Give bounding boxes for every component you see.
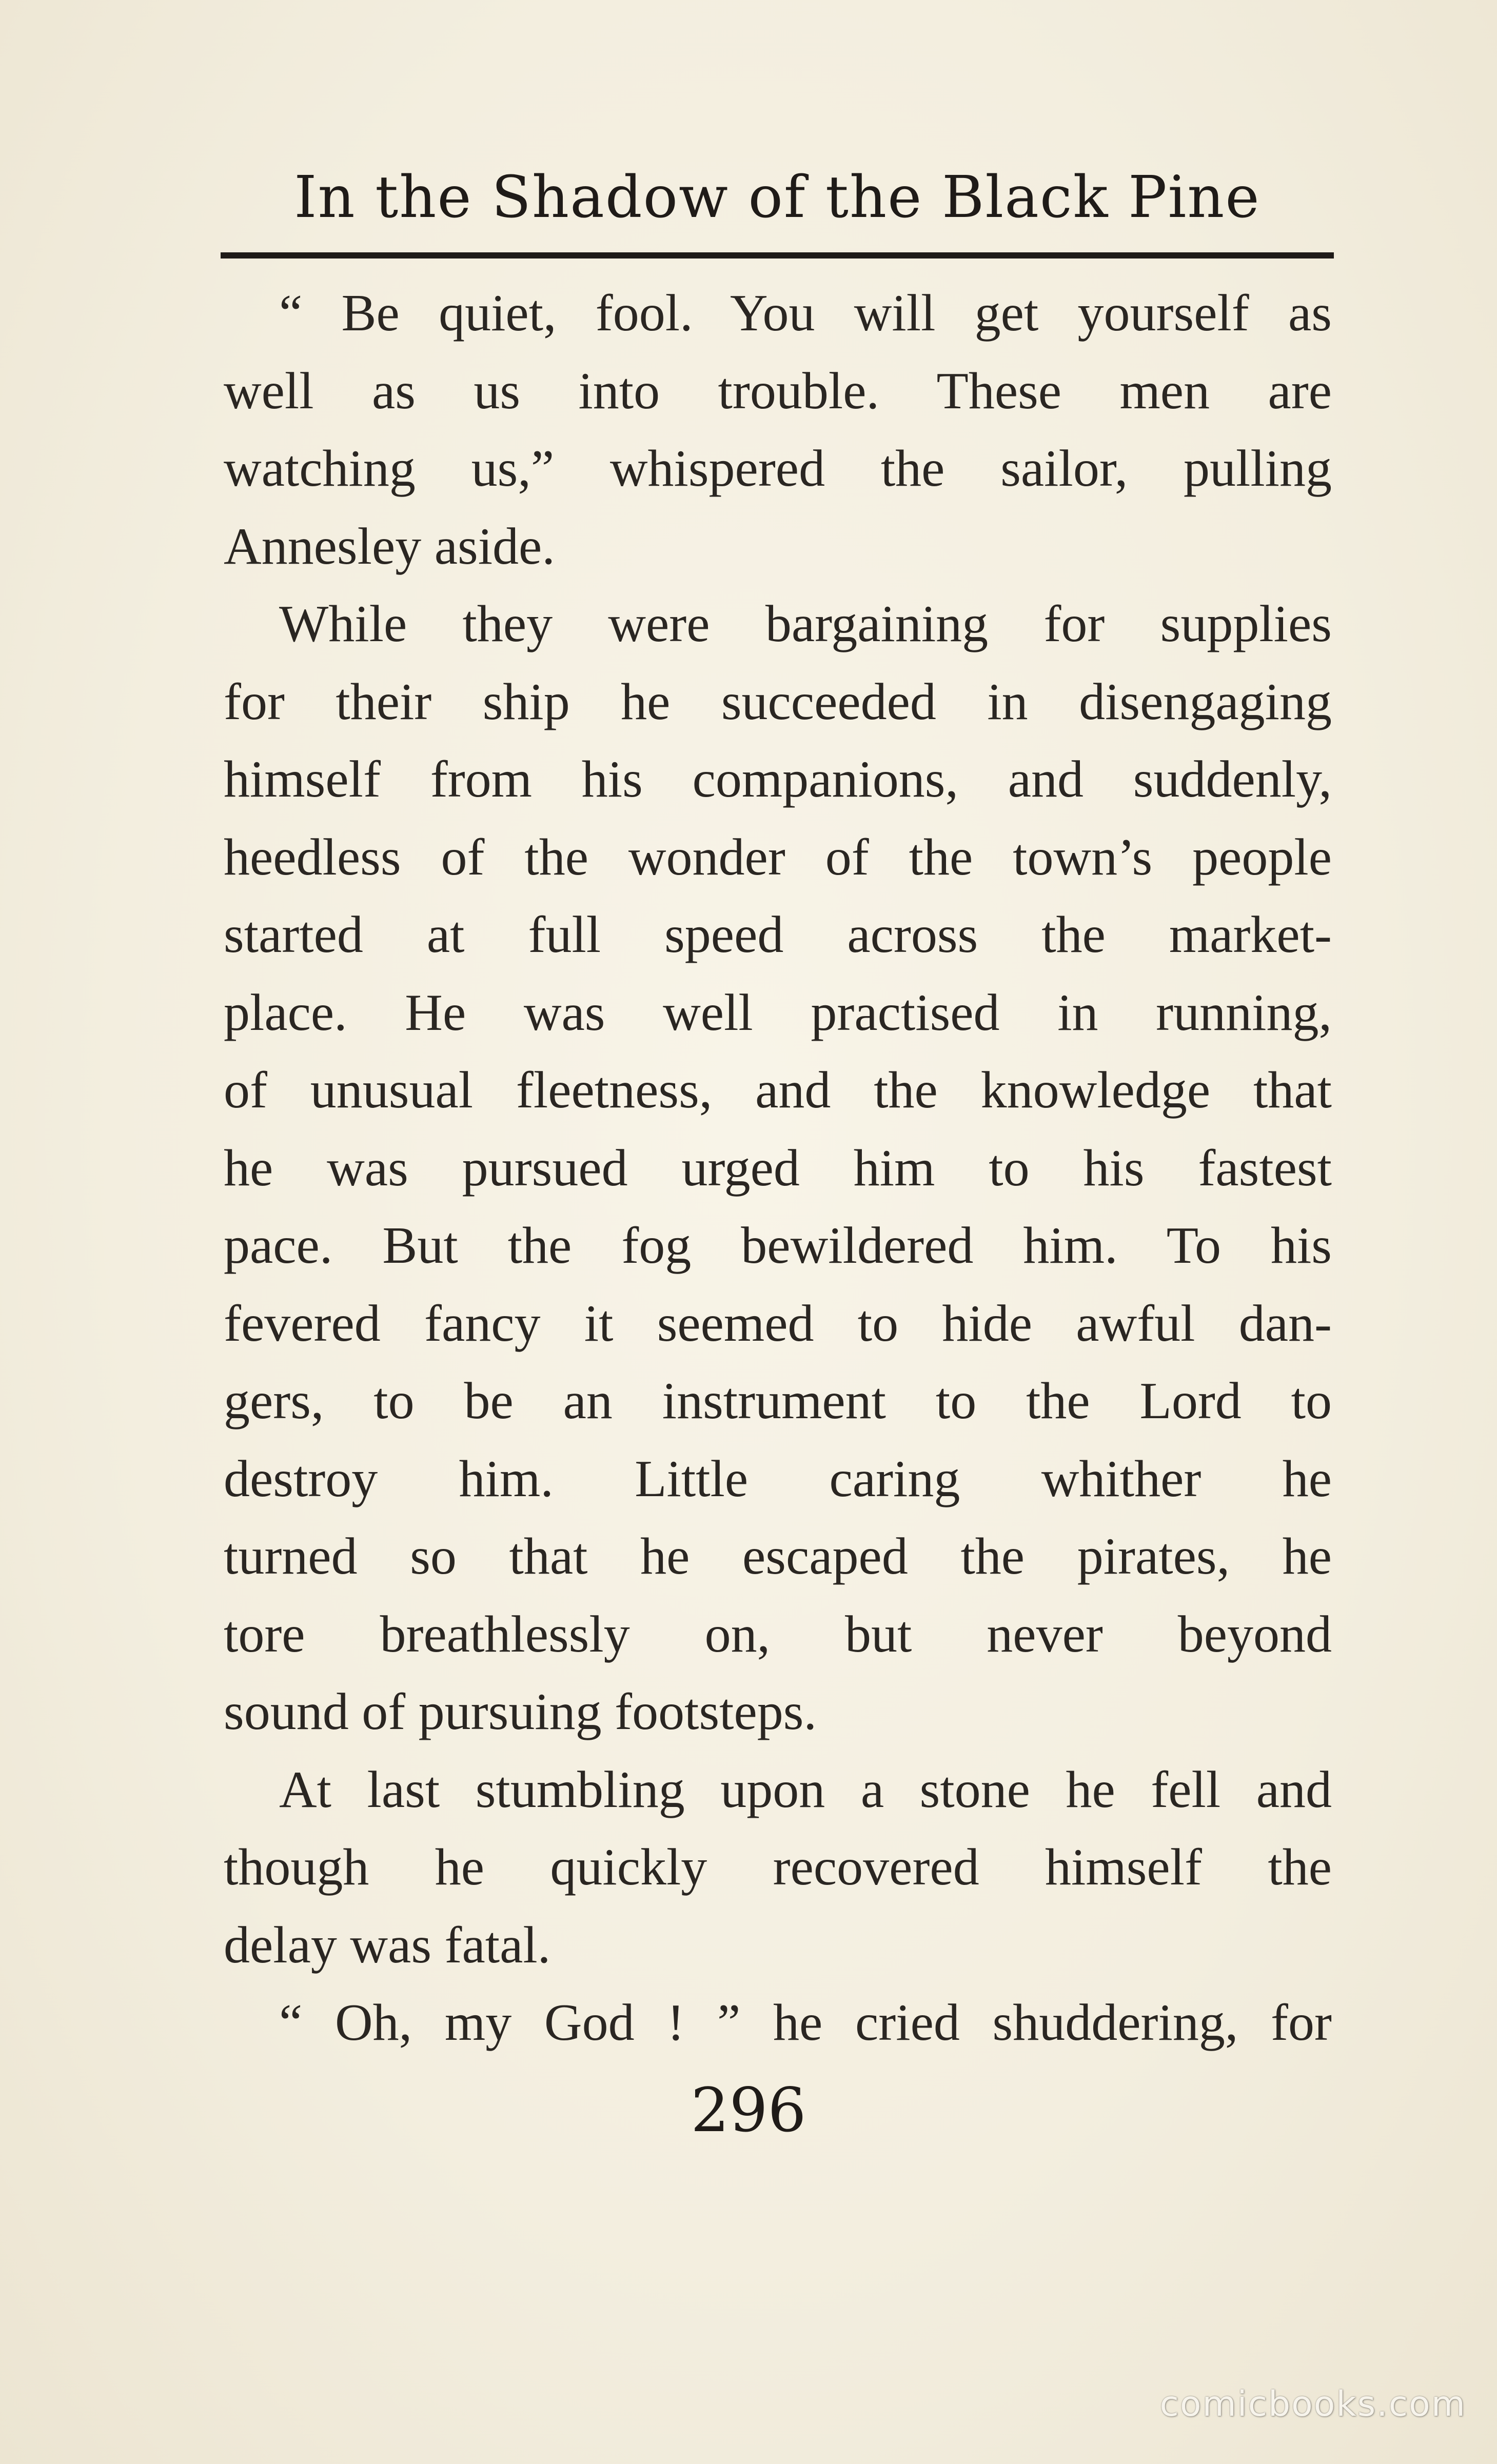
text-line: he was pursued urged him to his fastest [224,1139,1332,1197]
text-line: “ Be quiet, fool. You will get yourself as [279,284,1332,342]
text-line: though he quickly recovered himself the [224,1838,1332,1896]
text-line: At last stumbling upon a stone he fell and [279,1760,1332,1819]
page-number: 296 [691,2075,806,2145]
text-line: While they were bargaining for supplies [279,595,1332,653]
text-line: “ Oh, my God ! ” he cried shuddering, for [279,1994,1332,2052]
text-line: pace. But the fog bewildered him. To his [224,1217,1332,1275]
text-line: place. He was well practised in running, [224,983,1332,1042]
body-text [224,274,1332,2062]
text-line: himself from his companions, and suddenly, [224,750,1332,808]
text-line: tore breathlessly on, but never beyond [224,1605,1332,1663]
watermark: comicbooks.com [1159,2384,1466,2425]
text-line: gers, to be an instrument to the Lord to [224,1372,1332,1430]
running-head: In the Shadow of the Black Pine [294,164,1260,231]
text-line: for their ship he succeeded in disengaging [224,672,1332,731]
text-line: fevered fancy it seemed to hide awful dan- [224,1294,1332,1353]
text-line: heedless of the wonder of the town’s people [224,828,1332,886]
text-line: started at full speed across the market- [224,906,1332,964]
text-line: destroy him. Little caring whither he [224,1449,1332,1508]
text-line: sound of pursuing footsteps. [224,1683,817,1741]
text-line: turned so that he escaped the pirates, he [224,1527,1332,1585]
text-line: Annesley aside. [224,517,555,575]
text-line: delay was fatal. [224,1916,551,1974]
header-rule [221,252,1334,259]
text-line: watching us,” whispered the sailor, pulling [224,440,1332,498]
text-line: well as us into trouble. These men are [224,362,1332,420]
text-line: of unusual fleetness, and the knowledge that [224,1061,1332,1119]
